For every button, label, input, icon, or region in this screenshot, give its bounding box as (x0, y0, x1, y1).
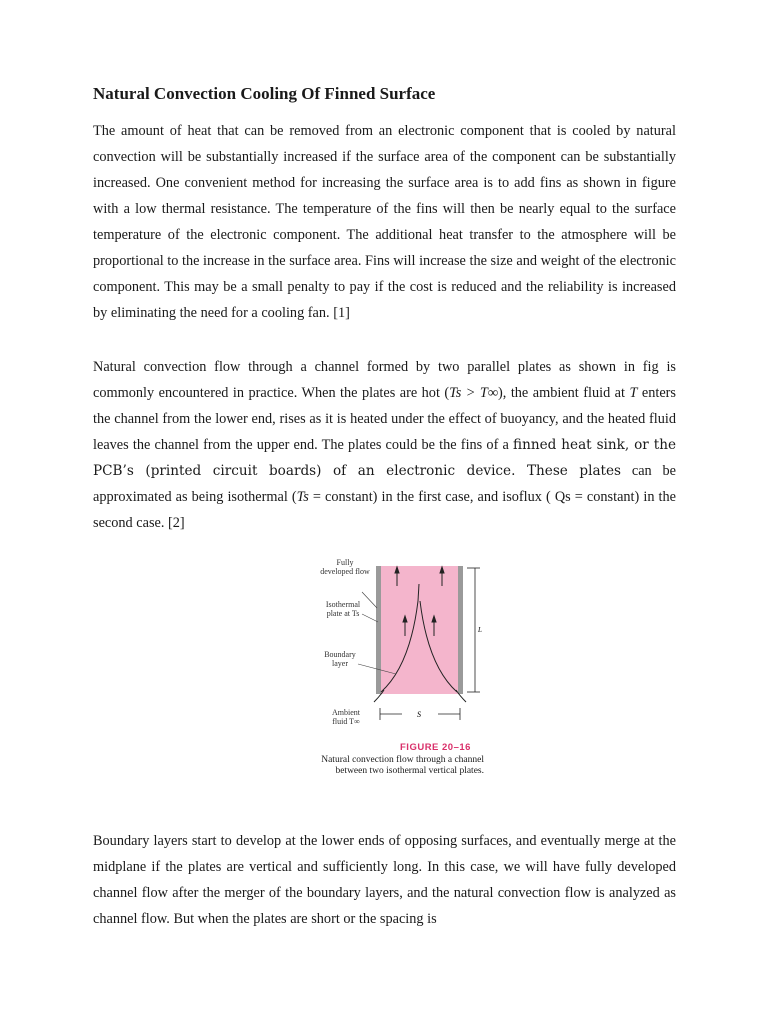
dimension-l-label: L (478, 626, 482, 634)
math-ts-gt-tinf: Ts > T∞ (449, 385, 499, 401)
right-plate (458, 566, 463, 694)
label-isothermal-plate: Isothermal plate at Ts (325, 600, 361, 618)
paragraph-text: ), the ambient fluid at (498, 385, 630, 401)
figure-channel-flow (318, 556, 488, 796)
label-boundary-layer: Boundary layer (324, 650, 356, 668)
left-plate (376, 566, 381, 694)
paragraph-boundary-layers: Boundary layers start to develop at the lower ends of opposing surfaces, and eventually merge at the midplane if the plates are vertical and sufficiently long. In this case, we will have fully developed channel flow after the merger of the boundary layers, and the natural convection flow is analyzed as channel flow. But when the plates are short or the spacing is (93, 833, 676, 927)
paragraph-text: = constant) in the first case, and isoflux ( Qs = constant) in the second case. [2] (93, 489, 676, 531)
paragraph-intro: The amount of heat that can be removed from an electronic component that is cooled by natural convection will be substantially increased if the surface area of the component can be substantially increased. One convenient method for increasing the surface area is to add fins as shown in figure with a low thermal resistance. The temperature of the fins will then be nearly equal to the surface temperature of the electronic component. The additional heat transfer to the atmosphere will be proportional to the increase in the surface area. Fins will increase the size and weight of the electronic component. This may be a small penalty to pay if the cost is reduced and the reliability is increased by eliminating the need for a cooling fan. [1] (93, 123, 676, 321)
channel-fill (380, 566, 460, 694)
paragraph-text: Natural convection flow through a channel formed by two parallel plates as shown in fig is commonly encountered in practice. When the plates are hot ( (93, 359, 676, 401)
label-fully-developed: Fully developed flow (320, 558, 370, 576)
figure-caption: Natural convection flow through a channel between two isothermal vertical plates. (321, 755, 484, 776)
math-ts: Ts (296, 489, 309, 505)
paragraph-text: enters the channel from the lower end, rises as it is heated under the effect of buoyancy, and the heated fluid leaves the channel from the upper end. The plates could be the fins of a (93, 385, 676, 453)
label-ambient-fluid: Ambient fluid T∞ (332, 708, 360, 726)
dimension-s-label: S (417, 710, 421, 719)
paragraph-text-alt-font: finned heat sink, or the PCB’s (printed circuit boards) of an electronic device. These plates (93, 437, 676, 479)
page-title: Natural Convection Cooling Of Finned Surface (93, 84, 436, 103)
math-t: T (629, 385, 638, 401)
figure-number: FIGURE 20–16 (400, 742, 471, 753)
paragraph-text: can be approximated as being isothermal ( (93, 463, 677, 505)
paragraph-channel-flow (93, 354, 676, 536)
